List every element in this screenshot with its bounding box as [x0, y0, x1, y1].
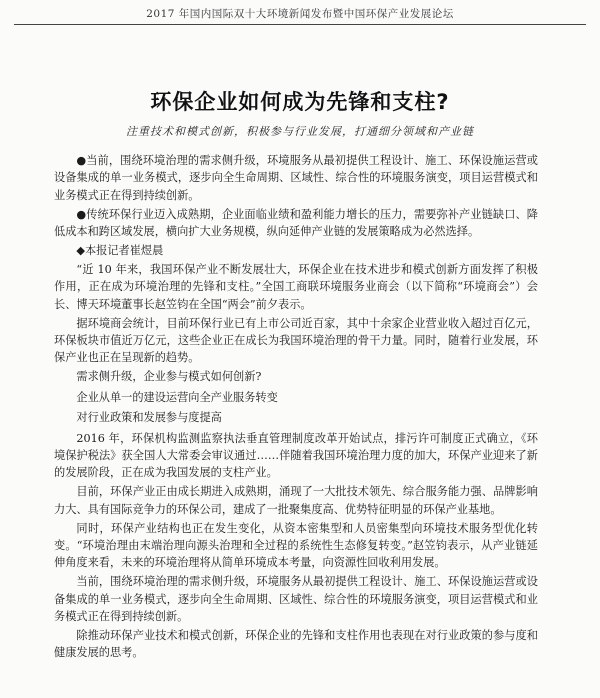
article-title: 环保企业如何成为先锋和支柱? [150, 90, 450, 114]
section-heading: 企业从单一的建设运营向全产业服务转变 [76, 390, 278, 404]
section-heading: 需求侧升级，企业参与模式如何创新? [76, 370, 262, 384]
header-rule [14, 24, 586, 25]
running-header: 2017 年国内国际双十大环境新闻发布暨中国环保产业发展论坛 [146, 8, 454, 20]
byline: ◆本报记者崔煜晨 [76, 244, 164, 258]
body-paragraph: “近 10 年来，我国环保产业不断发展壮大，环保企业在技术进步和模式创新方面发挥了积极作用，正在成为环境治理的先锋和支柱。”全国工商联环境服务业商会（以下简称“环境商会”）会长、博天环境董事长赵笠钧在全国“两会”前夕表示。 [54, 262, 538, 311]
body-paragraph: 同时，环保产业结构也正在发生变化，从资本密集型和人员密集型向环境技术服务型优化转变。“环境治理由末端治理向源头治理和全过程的系统性生态修复转变。”赵笠钧表示，从产业链延伸角度来看，未来的环境治理将从简单环境成本考量，向资源性回收利用发展。 [54, 521, 538, 570]
summary-paragraph-2: ●传统环保行业迈入成熟期，企业面临业绩和盈利能力增长的压力，需要弥补产业链缺口、降低成本和跨区域发展，横向扩大业务规模，纵向延伸产业链的发展策略成为必然选择。 [54, 207, 538, 239]
body-paragraph: 除推动环保产业技术和模式创新，环保企业的先锋和支柱作用也表现在对行业政策的参与度和健康发展的思考。 [54, 629, 538, 660]
section-heading: 对行业政策和发展参与度提高 [76, 411, 222, 425]
article-body [54, 152, 538, 663]
article-subtitle: 注重技术和模式创新，积极参与行业发展，打通细分领域和产业链 [126, 125, 474, 138]
body-paragraph: 当前，围绕环境治理的需求侧升级，环境服务从最初提供工程设计、施工、环保设施运营或设备集成的单一业务模式，逐步向全生命周期、区域性、综合性的环境服务演变，项目运营模式和业务模式正在得到持续创新。 [54, 575, 538, 624]
body-paragraph: 目前，环保产业正由成长期进入成熟期，涌现了一大批技术领先、综合服务能力强、品牌影响力大、具有国际竞争力的环保公司，建成了一批聚集度高、优势特征明显的环保产业基地。 [54, 485, 538, 516]
body-paragraph: 据环境商会统计，目前环保行业已有上市公司近百家，其中十余家企业营业收入超过百亿元，环保板块市值近万亿元，这些企业正在成长为我国环境治理的骨干力量。同时，随着行业发展，环保产业也正在呈现新的趋势。 [54, 316, 538, 365]
body-paragraph: 2016 年，环保机构监测监察执法垂直管理制度改革开始试点，排污许可制度正式确立，《环境保护税法》获全国人大常委会审议通过……伴随着我国环境治理力度的加大，环保产业迎来了新的发展阶段，正在成为我国发展的支柱产业。 [54, 431, 538, 480]
summary-paragraph-1: ●当前，围绕环境治理的需求侧升级，环境服务从最初提供工程设计、施工、环保设施运营或设备集成的单一业务模式，逐步向全生命周期、区域性、综合性的环境服务演变，项目运营模式和业务模式正在得到持续创新。 [54, 154, 538, 202]
